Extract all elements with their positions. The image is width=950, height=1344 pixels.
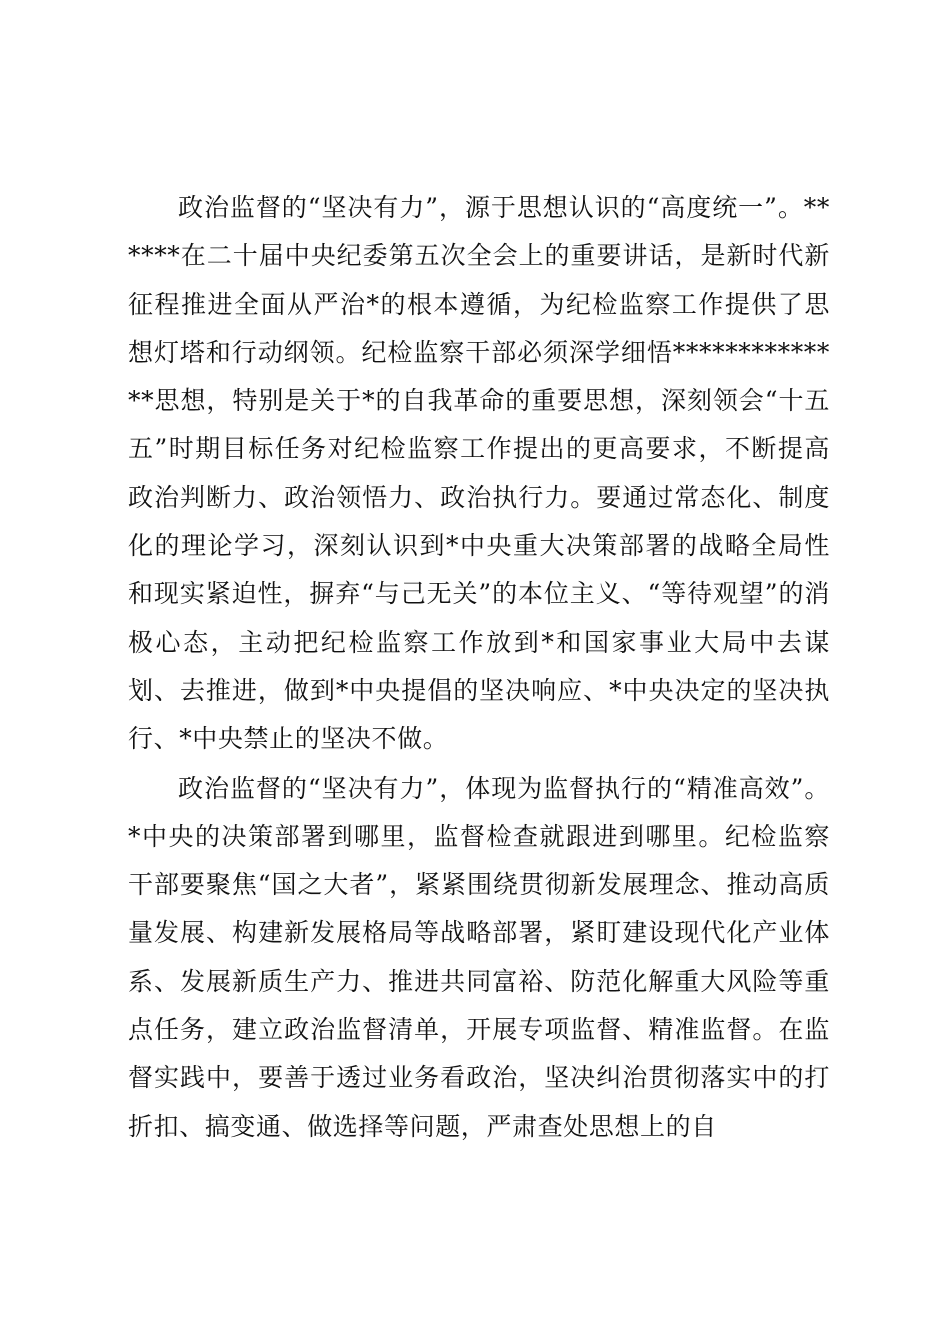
paragraph-2: 政治监督的“坚决有力”，体现为监督执行的“精准高效”。*中央的决策部署到哪里，监督检查就跟进到哪里。纪检监察干部要聚焦“国之大者”，紧紧围绕贯彻新发展理念、推动高质量发展、构建新发展格局等战略部署，紧盯建设现代化产业体系、发展新质生产力、推进共同富裕、防范化解重大风险等重点任务，建立政治监督清单，开展专项监督、精准监督。在监督实践中，要善于透过业务看政治，坚决纠治贯彻落实中的打折扣、搞变通、做选择等问题，严肃查处思想上的自: [128, 773, 830, 1141]
paragraph-1: 政治监督的“坚决有力”，源于思想认识的“高度统一”。******在二十届中央纪委第五次全会上的重要讲话，是新时代新征程推进全面从严治*的根本遵循，为纪检监察工作提供了思想灯塔和行动纲领。纪检监察干部必须深学细悟**************思想，特别是关于*的自我革命的重要思想，深刻领会“十五五”时期目标任务对纪检监察工作提出的更高要求，不断提高政治判断力、政治领悟力、政治执行力。要通过常态化、制度化的理论学习，深刻认识到*中央重大决策部署的战略全局性和现实紧迫性，摒弃“与己无关”的本位主义、“等待观望”的消极心态，主动把纪检监察工作放到*和国家事业大局中去谋划、去推进，做到*中央提倡的坚决响应、*中央决定的坚决执行、*中央禁止的坚决不做。: [128, 193, 830, 754]
document-body: [128, 184, 830, 1151]
